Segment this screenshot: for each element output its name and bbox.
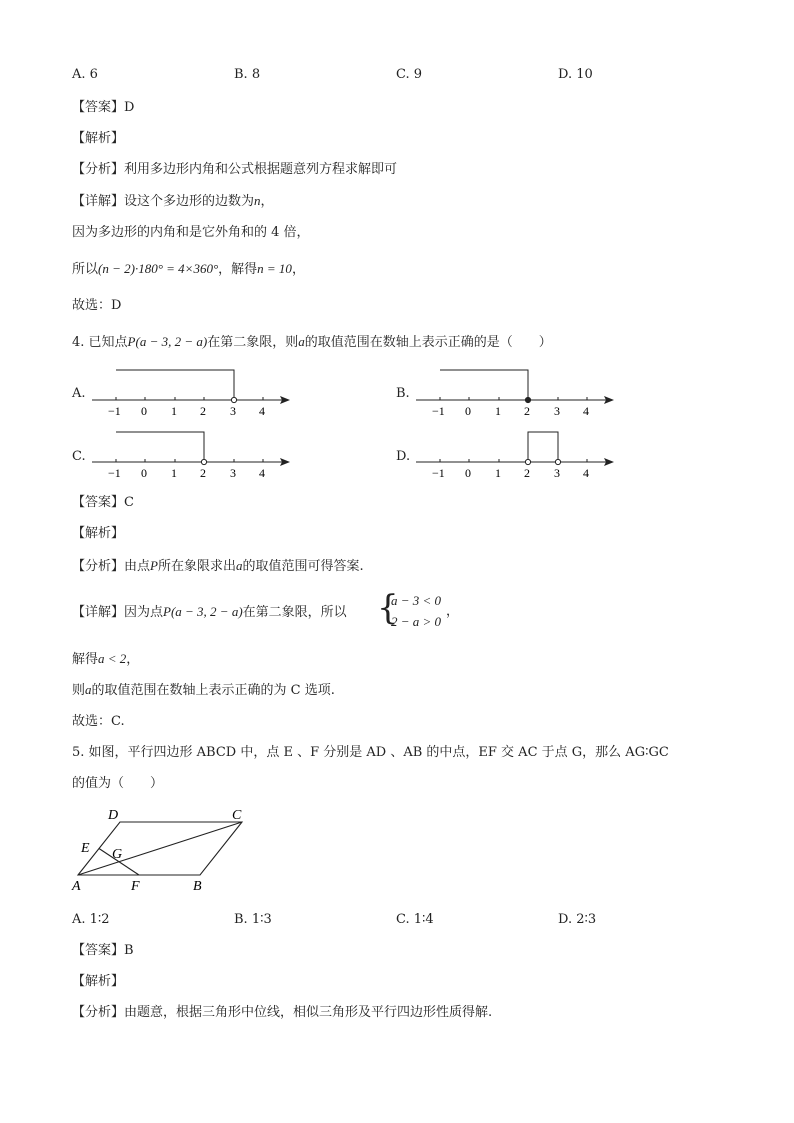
q3-result: n = 10 — [257, 261, 292, 276]
tick-label: 4 — [583, 466, 589, 480]
q3-detail-text: 【详解】设这个多边形的边数为 — [72, 194, 255, 209]
tick-label: 0 — [465, 466, 471, 480]
label-a: A — [72, 879, 81, 894]
q3-option-b: B. 8 — [234, 67, 261, 82]
q4-detail — [72, 603, 347, 622]
tick-label: 3 — [554, 404, 560, 418]
label-c: C — [232, 808, 242, 823]
q3-choose: 故选：D — [72, 298, 122, 313]
q4-then — [72, 681, 335, 700]
q4-fenxi-var1: P — [150, 558, 158, 573]
tick-label: 0 — [141, 466, 147, 480]
tick-label: 4 — [583, 404, 589, 418]
q4-stem — [72, 333, 552, 352]
q5-option-a: A. 1∶2 — [72, 912, 110, 927]
tick-label: −1 — [432, 404, 445, 418]
q4-solve-suffix: ， — [126, 652, 140, 667]
q4-answer: 【答案】C — [72, 495, 134, 510]
q5-option-c: C. 1∶4 — [396, 912, 434, 927]
q5-stem-line2: 的值为（ ） — [72, 776, 164, 791]
q5-stem-line1: 5. 如图，平行四边形 ABCD 中，点 E 、F 分别是 AD 、AB 的中点，EF 交 AC 于点 G，那么 AG∶GC — [72, 745, 669, 760]
q3-detail — [72, 192, 274, 211]
q4-detail-point: P(a − 3, 2 − a) — [163, 604, 243, 619]
q4-number-line-c — [90, 422, 300, 484]
q3-line3-suffix: ， — [291, 262, 305, 277]
q4-number-line-b — [414, 360, 624, 422]
q4-then-var: a — [85, 682, 92, 697]
q4-detail-prefix: 【详解】因为点 — [72, 605, 164, 620]
q5-fenxi: 【分析】由题意，根据三角形中位线，相似三角形及平行四边形性质得解. — [72, 1005, 493, 1020]
q4-then-suffix: 的取值范围在数轴上表示正确的为 C 选项. — [91, 683, 335, 698]
q4-option-b-label: B. — [396, 386, 410, 401]
q4-stem-prefix: 4. 已知点 — [72, 335, 128, 350]
q4-fenxi-mid: 所在象限求出 — [157, 559, 236, 574]
tick-label: 4 — [259, 466, 265, 480]
tick-label: 1 — [495, 466, 501, 480]
tick-label: 3 — [230, 466, 236, 480]
q4-choose: 故选：C. — [72, 714, 125, 729]
q3-line3-prefix: 所以 — [72, 262, 99, 277]
q4-fenxi-var2: a — [235, 558, 243, 573]
q5-parallelogram-figure — [66, 800, 256, 896]
q5-analysis-heading: 【解析】 — [72, 974, 125, 989]
q4-inequality-2: 2 − a > 0 — [391, 614, 442, 629]
q4-solve-result: a < 2 — [98, 651, 127, 666]
q5-answer: 【答案】B — [72, 943, 134, 958]
label-g: G — [112, 847, 123, 862]
tick-label: 0 — [465, 404, 471, 418]
q4-system-brace: { — [377, 588, 399, 628]
q5-option-b: B. 1∶3 — [234, 912, 272, 927]
tick-label: 1 — [495, 404, 501, 418]
q4-detail-mid: 在第二象限，所以 — [242, 605, 347, 620]
tick-label: 3 — [554, 466, 560, 480]
q3-equation: (n − 2)·180° = 4×360° — [98, 261, 219, 276]
q3-option-c: C. 9 — [396, 67, 423, 82]
q4-inequality-1: a − 3 < 0 — [391, 593, 442, 608]
q4-option-c-label: C. — [72, 449, 86, 464]
q3-line3-mid: ，解得 — [218, 262, 258, 277]
q4-analysis-heading: 【解析】 — [72, 526, 125, 541]
q4-solve-prefix: 解得 — [72, 652, 99, 667]
tick-label: 0 — [141, 404, 147, 418]
q4-then-prefix: 则 — [72, 683, 86, 698]
q4-option-d-label: D. — [396, 449, 411, 464]
label-d: D — [108, 808, 119, 823]
tick-label: −1 — [108, 404, 121, 418]
q4-detail-suffix: ， — [446, 604, 460, 619]
q3-line3 — [72, 260, 305, 279]
q4-option-a-label: A. — [72, 386, 86, 401]
tick-label: −1 — [108, 466, 121, 480]
q4-stem-var: a — [298, 334, 305, 349]
label-b: B — [193, 879, 202, 894]
q4-fenxi-prefix: 【分析】由点 — [72, 559, 151, 574]
tick-label: 1 — [171, 466, 177, 480]
q3-analysis-heading: 【解析】 — [72, 131, 125, 146]
q4-fenxi-suffix: 的取值范围可得答案. — [242, 559, 364, 574]
label-e: E — [81, 841, 90, 856]
q3-line2: 因为多边形的内角和是它外角和的 4 倍， — [72, 225, 310, 240]
q4-number-line-d — [414, 422, 624, 484]
tick-label: 2 — [524, 404, 530, 418]
q4-stem-suffix: 的取值范围在数轴上表示正确的是（ ） — [304, 335, 552, 350]
tick-label: 1 — [171, 404, 177, 418]
label-f: F — [131, 879, 140, 894]
q5-option-d: D. 2∶3 — [558, 912, 597, 927]
q4-solve — [72, 650, 139, 669]
tick-label: 2 — [524, 466, 530, 480]
q3-detail-suffix: ， — [260, 194, 274, 209]
q4-stem-mid: 在第二象限，则 — [207, 335, 299, 350]
q4-number-line-a — [90, 360, 300, 422]
tick-label: −1 — [432, 466, 445, 480]
tick-label: 2 — [200, 466, 206, 480]
q4-fenxi — [72, 557, 364, 576]
tick-label: 2 — [200, 404, 206, 418]
diagonal-ac — [78, 822, 242, 875]
q3-answer: 【答案】D — [72, 100, 135, 115]
q4-point: P(a − 3, 2 − a) — [127, 334, 208, 349]
q3-option-a: A. 6 — [72, 67, 98, 82]
tick-label: 3 — [230, 404, 236, 418]
tick-label: 4 — [259, 404, 265, 418]
q3-detail-var: n — [254, 193, 261, 208]
q3-fenxi: 【分析】利用多边形内角和公式根据题意列方程求解即可 — [72, 162, 398, 177]
q3-option-d: D. 10 — [558, 67, 593, 82]
